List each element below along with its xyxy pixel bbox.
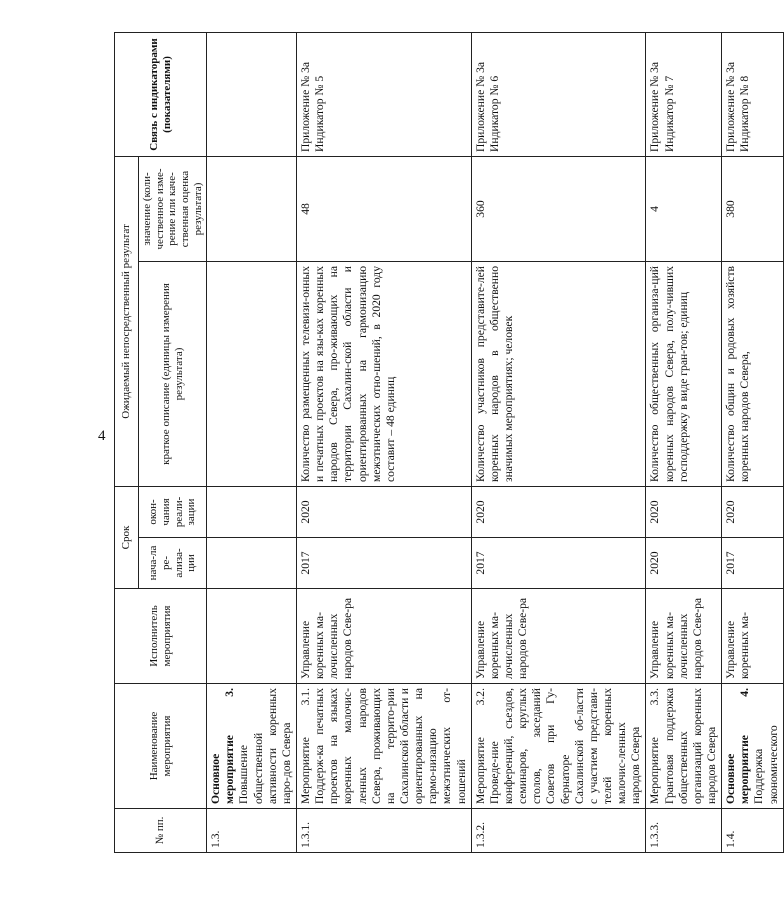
cell-end: 2020	[722, 487, 784, 538]
cell-desc: Количество общественных организа-ций коренных народов Севера, полу-чивших господдержку в виде гран-тов; единиц	[646, 262, 722, 487]
cell-num: 1.4.	[722, 809, 784, 853]
header-term-start: нача-ла ре-ализа-ции	[139, 538, 207, 589]
cell-link: Приложение № 3а Индикатор № 8	[722, 32, 784, 156]
cell-value: 4	[646, 156, 722, 261]
cell-executor: Управление коренных ма-лочисленных народов Севе-ра	[646, 589, 722, 684]
cell-link: Приложение № 3а Индикатор № 6	[471, 32, 646, 156]
cell-desc	[207, 262, 297, 487]
cell-num: 1.3.	[207, 809, 297, 853]
cell-name	[471, 684, 646, 809]
cell-name-text: Повышение общественной активности коренных наро-дов Севера	[237, 688, 293, 804]
cell-name-bold: Основное мероприятие 4.	[724, 688, 752, 804]
cell-link: Приложение № 3а Индикатор № 7	[646, 32, 722, 156]
cell-desc: Количество общин и родовых хозяйств коренных народов Севера,	[722, 262, 784, 487]
cell-name	[722, 684, 784, 809]
header-num: № пп.	[115, 809, 207, 853]
cell-num: 1.3.1.	[297, 809, 472, 853]
cell-name-bold: Основное мероприятие 3.	[209, 688, 237, 804]
cell-executor: Управление коренных ма-	[722, 589, 784, 684]
header-term-end: окон-чания реали-зации	[139, 487, 207, 538]
cell-value	[207, 156, 297, 261]
cell-name-text: Мероприятие 3.2. Проведе-ние конференций, съездов, семинаров, круглых столов, заседаний Советов при Гу-бернаторе Сахалинской об-ласти с участием представи-телей коренных малочис-ленных народов Севера	[473, 688, 643, 804]
rotated-table-wrapper	[114, 33, 780, 853]
table-row	[646, 32, 722, 852]
cell-value: 48	[297, 156, 472, 261]
cell-name-text: Поддержка экономического	[752, 725, 780, 804]
table-row	[207, 32, 297, 852]
cell-start	[207, 538, 297, 589]
cell-desc: Количество размещенных телевизи-онных и печатных проектов на язы-ках коренных народов Севера, про-живающих на территории Сахалин-ской области и ориентированных на гармонизацию межэтнических отно-шений, в 2020 году составит – 48 единиц	[297, 262, 472, 487]
cell-num: 1.3.3.	[646, 809, 722, 853]
page-number: 4	[98, 428, 106, 444]
cell-num: 1.3.2.	[471, 809, 646, 853]
cell-end: 2020	[471, 487, 646, 538]
cell-name-text: Мероприятие 3.1. Поддерж-ка печатных проектов на языках коренных малочис-ленных народов Севера, проживающих на террито-рии Сахалинской области и ориентированных на гармо-низацию межэтнических от-ношений	[299, 688, 468, 804]
header-link: Связь с индикаторами (показателями)	[115, 32, 207, 156]
cell-end: 2020	[646, 487, 722, 538]
cell-value: 360	[471, 156, 646, 261]
header-result-value: значение (коли-чественное изме-рение или каче-ственная оценка результата)	[139, 156, 207, 261]
cell-link	[207, 32, 297, 156]
table-row	[471, 32, 646, 852]
cell-name	[646, 684, 722, 809]
cell-link: Приложение № 3а Индикатор № 5	[297, 32, 472, 156]
cell-desc: Количество участников представите-лей коренных народов в общественно значимых мероприятиях; человек	[471, 262, 646, 487]
header-result: Ожидаемый непосредственный результат	[115, 156, 139, 486]
cell-start: 2017	[297, 538, 472, 589]
cell-name	[297, 684, 472, 809]
header-name: Наименование мероприятия	[115, 684, 207, 809]
cell-end	[207, 487, 297, 538]
cell-executor: Управление коренных ма-лочисленных народов Севе-ра	[297, 589, 472, 684]
cell-start: 2020	[646, 538, 722, 589]
cell-end: 2020	[297, 487, 472, 538]
header-result-desc: краткое описание (единицы измерения результата)	[139, 262, 207, 487]
measures-table	[114, 32, 784, 853]
cell-value: 380	[722, 156, 784, 261]
cell-start: 2017	[471, 538, 646, 589]
cell-executor	[207, 589, 297, 684]
cell-name	[207, 684, 297, 809]
table-row	[722, 32, 784, 852]
cell-name-text: Мероприятие 3.3. Грантовая поддержка общественных организаций коренных народов Севера	[648, 688, 718, 804]
header-term: Срок	[115, 487, 139, 589]
cell-executor: Управление коренных ма-лочисленных народов Севе-ра	[471, 589, 646, 684]
cell-start: 2017	[722, 538, 784, 589]
header-executor: Исполнитель мероприятия	[115, 589, 207, 684]
table-row	[297, 32, 472, 852]
